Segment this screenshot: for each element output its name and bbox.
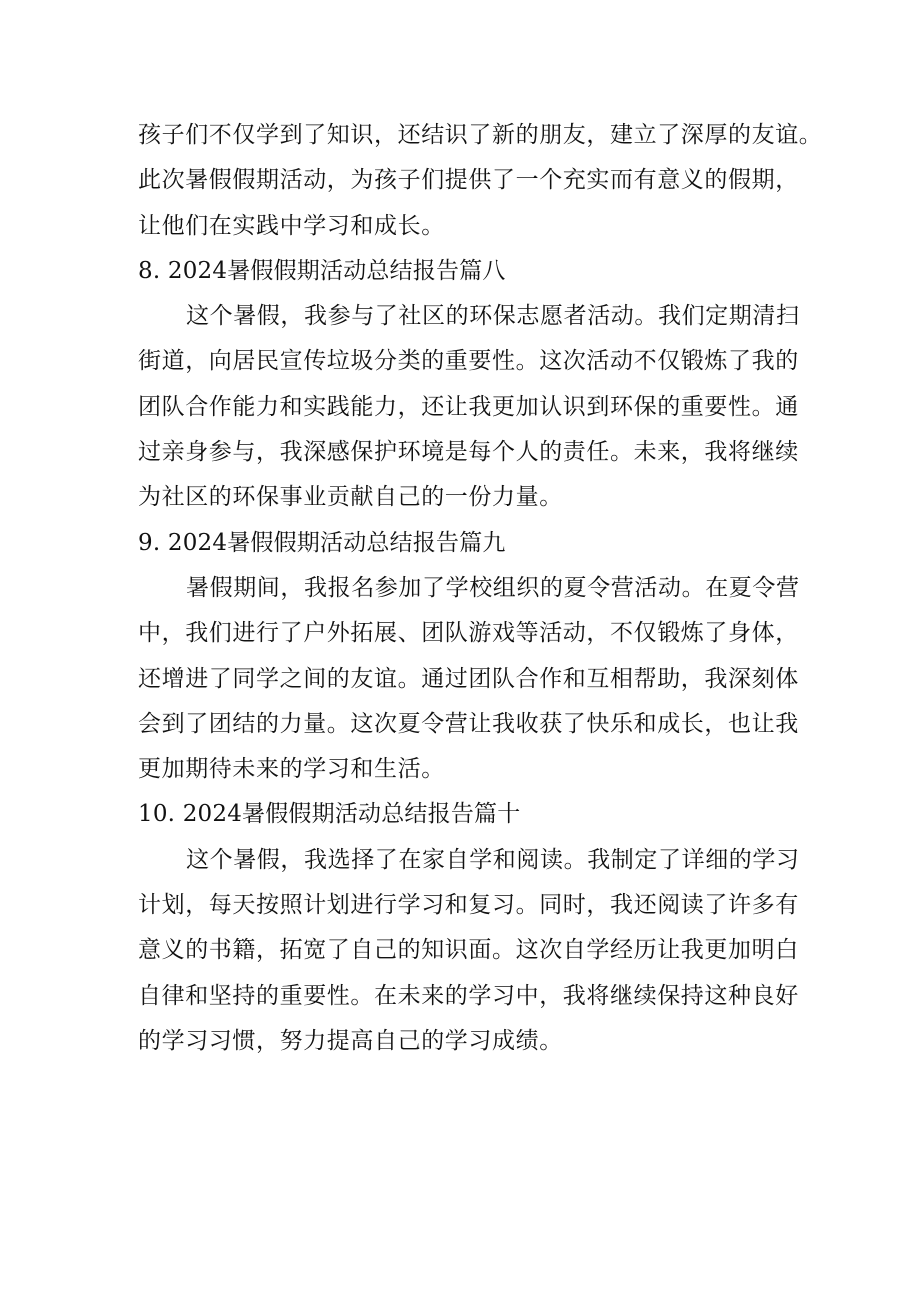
paragraph-line: 过亲身参与，我深感保护环境是每个人的责任。未来，我将继续: [138, 439, 799, 466]
section-paragraph: [138, 566, 800, 792]
section-heading: 10. 2024暑假假期活动总结报告篇十: [138, 801, 521, 828]
section-8: [138, 249, 800, 521]
paragraph-line: 的学习习惯，努力提高自己的学习成绩。: [138, 1027, 563, 1054]
paragraph-line: 计划，每天按照计划进行学习和复习。同时，我还阅读了许多有: [138, 892, 799, 919]
section-9: [138, 521, 800, 793]
paragraph-line: 团队合作能力和实践能力，还让我更加认识到环保的重要性。通: [138, 393, 799, 420]
section-paragraph: [138, 294, 800, 520]
document-page: [138, 113, 823, 1064]
paragraph-line: 中，我们进行了户外拓展、团队游戏等活动，不仅锻炼了身体，: [138, 620, 799, 647]
intro-paragraph: [138, 113, 823, 249]
section-heading: 8. 2024暑假假期活动总结报告篇八: [138, 257, 506, 284]
section-paragraph: [138, 838, 800, 1064]
paragraph-line: 这个暑假，我参与了社区的环保志愿者活动。我们定期清扫: [186, 303, 800, 330]
section-heading: 9. 2024暑假假期活动总结报告篇九: [138, 529, 506, 556]
paragraph-line: 自律和坚持的重要性。在未来的学习中，我将继续保持这种良好: [138, 982, 799, 1009]
paragraph-line: 会到了团结的力量。这次夏令营让我收获了快乐和成长，也让我: [138, 710, 799, 737]
paragraph-line: 街道，向居民宣传垃圾分类的重要性。这次活动不仅锻炼了我的: [138, 348, 799, 375]
paragraph-line: 孩子们不仅学到了知识，还结识了新的朋友，建立了深厚的友谊。: [138, 122, 823, 148]
paragraph-line: 为社区的环保事业贡献自己的一份力量。: [138, 484, 563, 511]
paragraph-line: 让他们在实践中学习和成长。: [138, 212, 445, 239]
paragraph-line: 意义的书籍，拓宽了自己的知识面。这次自学经历让我更加明白: [138, 937, 799, 964]
paragraph-line: 这个暑假，我选择了在家自学和阅读。我制定了详细的学习: [186, 846, 800, 873]
paragraph-line: 还增进了同学之间的友谊。通过团队合作和互相帮助，我深刻体: [138, 665, 799, 692]
paragraph-line: 更加期待未来的学习和生活。: [138, 756, 445, 783]
section-10: [138, 792, 800, 1064]
paragraph-line: 此次暑假假期活动，为孩子们提供了一个充实而有意义的假期，: [138, 167, 799, 194]
paragraph-line: 暑假期间，我报名参加了学校组织的夏令营活动。在夏令营: [186, 574, 800, 601]
